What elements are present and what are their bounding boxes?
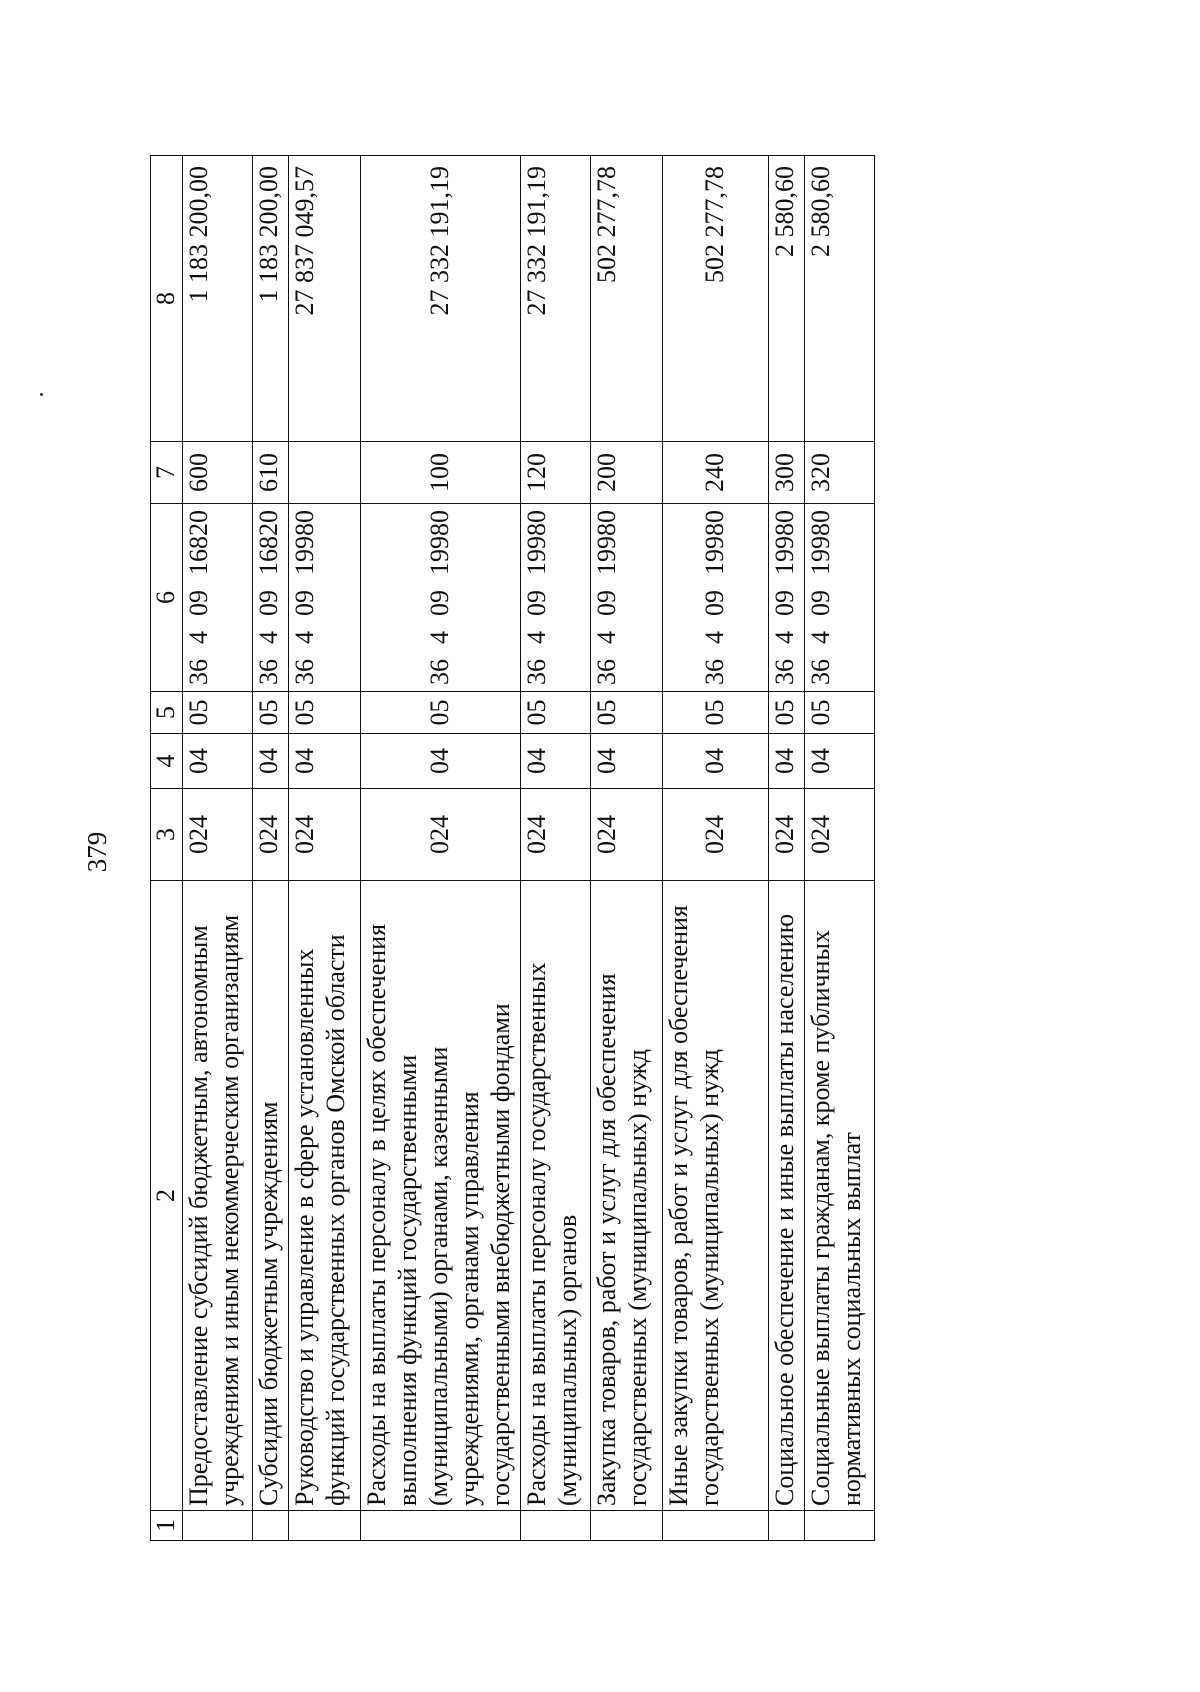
csr-program: 36 [805, 659, 835, 685]
ministry-code: 024 [662, 789, 768, 881]
amount: 502 277,78 [590, 156, 662, 442]
table-row [662, 156, 768, 1541]
expense-type-code: 240 [662, 442, 768, 504]
ministry-code: 024 [182, 789, 252, 881]
csr-direction: 19980 [289, 510, 319, 575]
section-code: 04 [662, 734, 768, 789]
amount: 27 332 191,19 [520, 156, 590, 442]
csr-direction: 19980 [699, 510, 729, 575]
row-index-cell [182, 1511, 252, 1541]
row-index-cell [768, 1511, 804, 1541]
csr-program: 36 [769, 659, 799, 685]
expense-name: Социальные выплаты гражданам, кроме публичных нормативных социальных выплат [804, 881, 874, 1511]
subsection-code: 05 [768, 692, 804, 734]
row-index-cell [804, 1511, 874, 1541]
table-row [252, 156, 288, 1541]
csr-direction: 16820 [253, 510, 283, 575]
amount: 27 837 049,57 [288, 156, 360, 442]
row-index-cell [520, 1511, 590, 1541]
csr-measure: 09 [521, 590, 551, 616]
csr-direction: 19980 [521, 510, 551, 575]
csr-subprogram: 4 [289, 631, 319, 644]
csr-direction: 19980 [769, 510, 799, 575]
table-row [590, 156, 662, 1541]
ministry-code: 024 [288, 789, 360, 881]
csr-direction: 16820 [183, 510, 213, 575]
budget-table [150, 155, 875, 1541]
csr-subprogram: 4 [424, 631, 454, 644]
amount: 2 580,60 [804, 156, 874, 442]
amount: 1 183 200,00 [182, 156, 252, 442]
section-code: 04 [520, 734, 590, 789]
header-cell-2: 2 [151, 881, 183, 1511]
expense-type-code: 600 [182, 442, 252, 504]
target-article-code [182, 504, 252, 692]
header-cell-3: 3 [151, 789, 183, 881]
header-cell-8: 8 [151, 156, 183, 442]
csr-program: 36 [424, 659, 454, 685]
csr-measure: 09 [253, 590, 283, 616]
header-cell-1: 1 [151, 1511, 183, 1541]
subsection-code: 05 [182, 692, 252, 734]
csr-program: 36 [521, 659, 551, 685]
table-row [520, 156, 590, 1541]
row-index-cell [360, 1511, 520, 1541]
scan-speck [40, 393, 43, 396]
amount: 27 332 191,19 [360, 156, 520, 442]
expense-type-code: 200 [590, 442, 662, 504]
csr-subprogram: 4 [253, 631, 283, 644]
csr-subprogram: 4 [521, 631, 551, 644]
csr-measure: 09 [699, 590, 729, 616]
target-article-code [590, 504, 662, 692]
csr-subprogram: 4 [591, 631, 621, 644]
target-article-code [520, 504, 590, 692]
header-cell-4: 4 [151, 734, 183, 789]
ministry-code: 024 [252, 789, 288, 881]
amount: 1 183 200,00 [252, 156, 288, 442]
expense-name: Иные закупки товаров, работ и услуг для обеспечения государственных (муниципальных) нужд [662, 881, 768, 1511]
csr-direction: 19980 [591, 510, 621, 575]
csr-measure: 09 [805, 590, 835, 616]
expense-name: Расходы на выплаты персоналу в целях обеспечения выполнения функций государственными (муниципальными) органами, казенными учреждениями, органами управления государственными внебюджетными фондами [360, 881, 520, 1511]
table-row [360, 156, 520, 1541]
amount: 2 580,60 [768, 156, 804, 442]
csr-program: 36 [591, 659, 621, 685]
csr-program: 36 [253, 659, 283, 685]
section-code: 04 [768, 734, 804, 789]
csr-measure: 09 [424, 590, 454, 616]
target-article-code [662, 504, 768, 692]
subsection-code: 05 [252, 692, 288, 734]
subsection-code: 05 [360, 692, 520, 734]
section-code: 04 [360, 734, 520, 789]
row-index-cell [662, 1511, 768, 1541]
expense-type-code: 300 [768, 442, 804, 504]
csr-measure: 09 [591, 590, 621, 616]
target-article-code [288, 504, 360, 692]
table-row [288, 156, 360, 1541]
table-row [804, 156, 874, 1541]
expense-name: Социальное обеспечение и иные выплаты населению [768, 881, 804, 1511]
subsection-code: 05 [804, 692, 874, 734]
target-article-code [252, 504, 288, 692]
csr-subprogram: 4 [805, 631, 835, 644]
table-row [182, 156, 252, 1541]
row-index-cell [288, 1511, 360, 1541]
expense-type-code: 320 [804, 442, 874, 504]
expense-type-code: 120 [520, 442, 590, 504]
subsection-code: 05 [662, 692, 768, 734]
target-article-code [804, 504, 874, 692]
csr-program: 36 [183, 659, 213, 685]
subsection-code: 05 [520, 692, 590, 734]
header-cell-7: 7 [151, 442, 183, 504]
expense-type-code [288, 442, 360, 504]
subsection-code: 05 [590, 692, 662, 734]
section-code: 04 [804, 734, 874, 789]
page-number: 379 [82, 831, 112, 873]
section-code: 04 [182, 734, 252, 789]
expense-type-code: 100 [360, 442, 520, 504]
section-code: 04 [590, 734, 662, 789]
ministry-code: 024 [360, 789, 520, 881]
ministry-code: 024 [590, 789, 662, 881]
header-cell-6: 6 [151, 504, 183, 692]
csr-subprogram: 4 [769, 631, 799, 644]
expense-name: Субсидии бюджетным учреждениям [252, 881, 288, 1511]
target-article-code [360, 504, 520, 692]
csr-direction: 19980 [805, 510, 835, 575]
ministry-code: 024 [520, 789, 590, 881]
csr-program: 36 [289, 659, 319, 685]
table-row [768, 156, 804, 1541]
section-code: 04 [252, 734, 288, 789]
csr-subprogram: 4 [699, 631, 729, 644]
amount: 502 277,78 [662, 156, 768, 442]
csr-measure: 09 [289, 590, 319, 616]
expense-name: Закупка товаров, работ и услуг для обеспечения государственных (муниципальных) нужд [590, 881, 662, 1511]
csr-measure: 09 [769, 590, 799, 616]
ministry-code: 024 [768, 789, 804, 881]
csr-program: 36 [699, 659, 729, 685]
expense-type-code: 610 [252, 442, 288, 504]
subsection-code: 05 [288, 692, 360, 734]
row-index-cell [252, 1511, 288, 1541]
target-article-code [768, 504, 804, 692]
section-code: 04 [288, 734, 360, 789]
header-row [151, 156, 183, 1541]
header-cell-5: 5 [151, 692, 183, 734]
expense-name: Расходы на выплаты персоналу государственных (муниципальных) органов [520, 881, 590, 1511]
csr-direction: 19980 [424, 510, 454, 575]
ministry-code: 024 [804, 789, 874, 881]
csr-measure: 09 [183, 590, 213, 616]
csr-subprogram: 4 [183, 631, 213, 644]
expense-name: Предоставление субсидий бюджетным, автономным учреждениям и иным некоммерческим организациям [182, 881, 252, 1511]
row-index-cell [590, 1511, 662, 1541]
expense-name: Руководство и управление в сфере установленных функций государственных органов Омской области [288, 881, 360, 1511]
